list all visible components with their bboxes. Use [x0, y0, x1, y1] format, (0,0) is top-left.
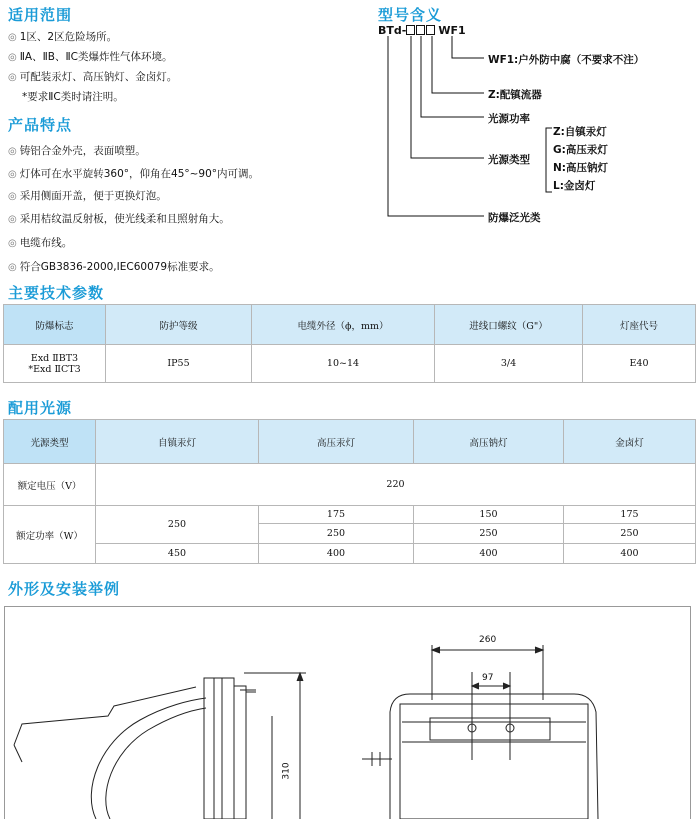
model-type-item: G:高压汞灯	[553, 144, 608, 156]
dim-inner: 97	[482, 673, 494, 683]
params-mark-2: *Exd ⅡCT3	[28, 363, 81, 375]
code-box-2	[416, 25, 425, 35]
model-code	[378, 24, 466, 37]
feature-item: ◎ 电缆布线。	[8, 235, 72, 250]
light-self-ballast: 450	[96, 544, 259, 564]
light-header: 高压钠灯	[414, 420, 564, 464]
scope-item: ◎ ⅡA、ⅡB、ⅡC类爆炸性气体环境。	[8, 49, 172, 64]
drawing-frame	[4, 606, 691, 819]
light-sodium: 400	[414, 544, 564, 564]
light-halide: 175	[564, 506, 696, 524]
light-header: 高压汞灯	[259, 420, 414, 464]
light-mercury: 400	[259, 544, 414, 564]
scope-title: 适用范围	[8, 6, 73, 24]
model-label-power: 光源功率	[488, 113, 530, 125]
scope-note: *要求ⅡC类时请注明。	[22, 91, 124, 103]
model-label-wf1: WF1:户外防中腐（不要求不注）	[488, 54, 645, 66]
light-sodium: 150	[414, 506, 564, 524]
model-label-series: 防爆泛光类	[488, 212, 541, 224]
light-power-label: 额定功率（W）	[4, 506, 96, 564]
params-header: 进线口螺纹（G"）	[435, 305, 583, 345]
features-title: 产品特点	[8, 116, 73, 134]
model-title: 型号含义	[378, 6, 443, 24]
light-halide: 400	[564, 544, 696, 564]
dim-width: 260	[479, 635, 497, 645]
light-mercury: 250	[259, 524, 414, 544]
light-title: 配用光源	[8, 399, 73, 417]
params-header: 灯座代号	[583, 305, 696, 345]
params-mark-1: Exd ⅡBT3	[30, 352, 79, 364]
code-box-3	[426, 25, 435, 35]
feature-item: ◎ 符合GB3836-2000,IEC60079标准要求。	[8, 259, 220, 274]
params-header: 防护等级	[106, 305, 252, 345]
light-self-ballast: 250	[96, 506, 259, 544]
params-cell-base: E40	[583, 345, 696, 383]
params-cell-ip: IP55	[106, 345, 252, 383]
model-label-type: 光源类型	[488, 154, 530, 166]
feature-item: ◎ 铸铝合金外壳，表面喷塑。	[8, 143, 146, 158]
light-header: 金卤灯	[564, 420, 696, 464]
model-type-item: N:高压钠灯	[553, 162, 608, 174]
light-voltage-value: 220	[96, 464, 696, 506]
params-title: 主要技术参数	[8, 284, 105, 302]
feature-item: ◎ 灯体可在水平旋转360°，仰角在45°~90°内可调。	[8, 166, 259, 181]
params-header: 电缆外径（ϕ，mm）	[252, 305, 435, 345]
params-cell-cable: 10~14	[252, 345, 435, 383]
light-header: 自镇汞灯	[96, 420, 259, 464]
dim-height: 310	[281, 762, 292, 780]
params-header: 防爆标志	[4, 305, 106, 345]
params-cell-mark	[4, 345, 106, 383]
scope-item: ◎ 可配装汞灯、高压钠灯、金卤灯。	[8, 69, 177, 84]
feature-item: ◎ 采用侧面开盖，便于更换灯泡。	[8, 188, 167, 203]
drawing-title: 外形及安装举例	[8, 580, 121, 598]
model-code-suffix: WF1	[438, 24, 466, 37]
params-table	[3, 304, 696, 383]
light-table	[3, 419, 696, 564]
light-sodium: 250	[414, 524, 564, 544]
light-mercury: 175	[259, 506, 414, 524]
light-halide: 250	[564, 524, 696, 544]
model-code-prefix: BTd-	[378, 24, 407, 37]
model-label-z: Z:配镇流器	[488, 89, 542, 101]
model-type-item: Z:自镇汞灯	[553, 126, 607, 138]
model-type-item: L:金卤灯	[553, 180, 596, 192]
code-box-1	[406, 25, 415, 35]
params-cell-thread: 3/4	[435, 345, 583, 383]
light-voltage-label: 额定电压（V）	[4, 464, 96, 506]
scope-item: ◎ 1区、2区危险场所。	[8, 29, 117, 44]
feature-item: ◎ 采用桔纹温反射板，使光线柔和且照射角大。	[8, 211, 230, 226]
light-header: 光源类型	[4, 420, 96, 464]
